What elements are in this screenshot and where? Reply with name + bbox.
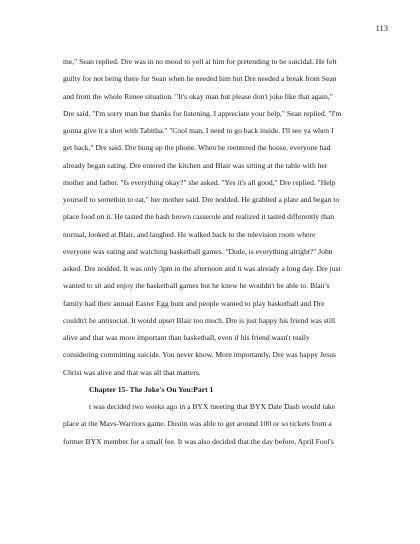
text-line: already began eating. Dre entered the kitchen and Blair was sitting at the table with her [63,160,328,170]
text-line: normal, looked at Blair, and laughed. He walked back to the television room where [63,229,316,239]
text-line: couldn't be antisocial. It would upset Blair too much. Dre is just happy his friend was still [63,315,336,325]
text-line: t was decided two weeks ago in a BYX meeting that BYX Date Dash would take [89,402,336,411]
text-line: get back," Dre said. Dre hung up the phone. When he reentered the house, everyone had [63,143,331,153]
text-line: yourself to somethin to eat," her mother said. Dre nodded. He grabbed a plate and began to [63,195,340,204]
text-line: place food on it. He tasted the hash brown casserole and realized it tasted differently than [63,212,335,222]
text-line: wanted to sit and enjoy the basketball games but he knew he wouldn't be able to. Blair's [63,281,330,291]
text-line: everyone was eating and watching basketball games. "Dude, is everything alright?" John [63,246,333,256]
text-line: gonna give it a shot with Tabitha." "Cool man, I need to go back inside. I'll see ya when I [63,126,334,135]
text-line: former BYX member for a small fee. It was also decided that the day before, April Fool's [63,436,334,446]
text-line: Dre said. "I'm sorry man but thanks for listening. I appreciate your help," Sean replied. "I'm [63,108,342,118]
text-line: and from the whole Renee situation. "It's okay man but please don't joke like that again," [63,91,333,101]
body-text [63,53,363,450]
chapter-heading: Chapter 15- The Joke's On You:Part 1 [89,384,214,394]
text-line: guilty for not being there for Sean when he needed him but Dre needed a break from Sean [63,74,337,84]
text-line: asked. Dre nodded. It was only 3pm in the afternoon and it was already a long day. Dre just [63,264,341,273]
text-line: Christ was alive and that was all that matters. [63,367,201,377]
text-line: mother and father. "Is everything okay?" she asked. "Yes it's all good," Dre replied. "Help [63,177,336,187]
text-line: considering committing suicide. You never know. More importantly, Dre was happy Jesus [63,350,336,360]
text-line: me," Sean replied. Dre was in no mood to yell at him for pretending to be suicidal. He felt [63,57,337,66]
text-line: place at the Mavs-Warriors game. Dustin was able to get around 100 or so tickets from a [63,419,332,429]
page-number: 113 [375,23,388,33]
text-line: family had their annual Easter Egg hunt and people wanted to play basketball and Dre [63,298,325,308]
text-line: alive and that was more important than basketball, even if his friend wasn't really [63,333,310,342]
